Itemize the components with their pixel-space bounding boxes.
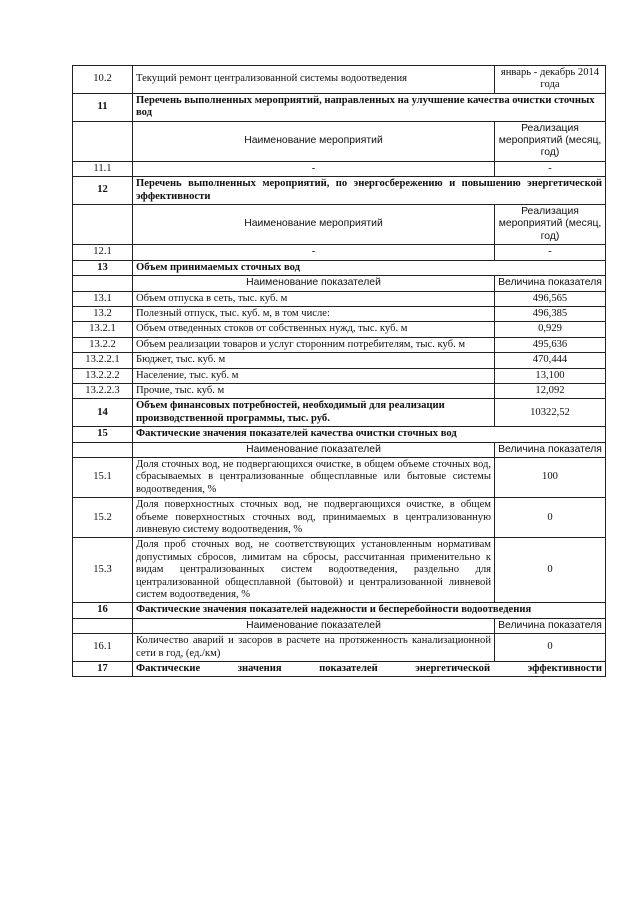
row-number: 15.1 (73, 457, 133, 497)
row-number: 15.2 (73, 498, 133, 538)
row-label: Объем отпуска в сеть, тыс. куб. м (133, 291, 495, 306)
row-number: 16 (73, 603, 133, 618)
row-label: Бюджет, тыс. куб. м (133, 353, 495, 368)
row-value: 495,636 (495, 337, 606, 352)
row-number: 13.2.2.3 (73, 383, 133, 398)
column-header-row (73, 121, 606, 161)
document-table (72, 65, 606, 677)
row-number: 13.2.2.2 (73, 368, 133, 383)
empty-cell (73, 276, 133, 291)
row-label: Количество аварий и засоров в расчете на протяженность канализационной сети в год, (ед./км) (133, 634, 495, 662)
column-header-value: Реализация мероприятий (месяц, год) (495, 205, 606, 245)
table-body (73, 66, 606, 677)
section-row (73, 603, 606, 618)
column-header-value: Величина показателя (495, 442, 606, 457)
row-value: 10322,52 (495, 399, 606, 427)
row-number: 11 (73, 93, 133, 121)
row-number: 12.1 (73, 245, 133, 260)
table-row (73, 337, 606, 352)
row-number: 10.2 (73, 66, 133, 94)
column-header-row (73, 442, 606, 457)
column-header-name: Наименование мероприятий (133, 121, 495, 161)
column-header-name: Наименование мероприятий (133, 205, 495, 245)
column-header-name: Наименование показателей (133, 276, 495, 291)
table-row (73, 538, 606, 603)
row-number: 13.2.2.1 (73, 353, 133, 368)
section-title: Фактические значения показателей энергетической эффективности (133, 662, 606, 677)
empty-cell (73, 121, 133, 161)
row-label: - (133, 161, 495, 176)
row-value: 470,444 (495, 353, 606, 368)
row-value: 13,100 (495, 368, 606, 383)
row-value: 496,385 (495, 306, 606, 321)
column-header-value: Реализация мероприятий (месяц, год) (495, 121, 606, 161)
row-label: Объем финансовых потребностей, необходимый для реализации производственной программы, тыс. руб. (133, 399, 495, 427)
table-row (73, 399, 606, 427)
empty-cell (73, 618, 133, 633)
row-number: 11.1 (73, 161, 133, 176)
row-value: 496,565 (495, 291, 606, 306)
row-number: 15 (73, 427, 133, 442)
table-row (73, 66, 606, 94)
table-row (73, 498, 606, 538)
section-title: Перечень выполненных мероприятий, направленных на улучшение качества очистки сточных вод (133, 93, 606, 121)
row-label: Доля поверхностных сточных вод, не подвергающихся очистке, в общем объеме поверхностных сточных вод, принимаемых в централизованную ливневую систему водоотведения, % (133, 498, 495, 538)
section-title: Перечень выполненных мероприятий, по энергосбережению и повышению энергетической эффективности (133, 177, 606, 205)
section-row (73, 93, 606, 121)
table-row (73, 291, 606, 306)
row-number: 12 (73, 177, 133, 205)
section-title: Фактические значения показателей надежности и бесперебойности водоотведения (133, 603, 606, 618)
column-header-value: Величина показателя (495, 276, 606, 291)
section-row (73, 177, 606, 205)
row-value: 0 (495, 634, 606, 662)
row-label: Объем реализации товаров и услуг сторонним потребителям, тыс. куб. м (133, 337, 495, 352)
row-label: Текущий ремонт централизованной системы водоотведения (133, 66, 495, 94)
row-label: Население, тыс. куб. м (133, 368, 495, 383)
column-header-value: Величина показателя (495, 618, 606, 633)
row-value: - (495, 245, 606, 260)
row-number: 15.3 (73, 538, 133, 603)
section-row (73, 662, 606, 677)
row-label: Доля проб сточных вод, не соответствующих установленным нормативам допустимых сбросов, лимитам на сбросы, рассчитанная применительно к видам централизованных систем водоотведения, раздельно для централизованной общесплавной (бытовой) и централизованной ливневой систем водоотведения, % (133, 538, 495, 603)
row-number: 13.1 (73, 291, 133, 306)
row-value: 0 (495, 538, 606, 603)
section-title: Фактические значения показателей качества очистки сточных вод (133, 427, 606, 442)
row-value: 0 (495, 498, 606, 538)
section-row (73, 260, 606, 275)
table-row (73, 245, 606, 260)
table-row (73, 383, 606, 398)
column-header-row (73, 205, 606, 245)
table-row (73, 161, 606, 176)
row-value: 12,092 (495, 383, 606, 398)
column-header-row (73, 618, 606, 633)
table-row (73, 306, 606, 321)
row-value: 0,929 (495, 322, 606, 337)
row-number: 13.2 (73, 306, 133, 321)
row-value: - (495, 161, 606, 176)
column-header-row (73, 276, 606, 291)
row-label: - (133, 245, 495, 260)
row-number: 17 (73, 662, 133, 677)
section-title: Объем принимаемых сточных вод (133, 260, 606, 275)
row-label: Объем отведенных стоков от собственных нужд, тыс. куб. м (133, 322, 495, 337)
row-value: 100 (495, 457, 606, 497)
row-number: 13.2.1 (73, 322, 133, 337)
row-label: Полезный отпуск, тыс. куб. м, в том числе: (133, 306, 495, 321)
row-value: январь - декабрь 2014 года (495, 66, 606, 94)
table-row (73, 457, 606, 497)
row-label: Доля сточных вод, не подвергающихся очистке, в общем объеме сточных вод, сбрасываемых в централизованные общесплавные или бытовые системы водоотведения, % (133, 457, 495, 497)
column-header-name: Наименование показателей (133, 442, 495, 457)
row-number: 14 (73, 399, 133, 427)
column-header-name: Наименование показателей (133, 618, 495, 633)
row-label: Прочие, тыс. куб. м (133, 383, 495, 398)
table-row (73, 353, 606, 368)
table-row (73, 634, 606, 662)
row-number: 16.1 (73, 634, 133, 662)
empty-cell (73, 442, 133, 457)
table-row (73, 322, 606, 337)
row-number: 13 (73, 260, 133, 275)
empty-cell (73, 205, 133, 245)
row-number: 13.2.2 (73, 337, 133, 352)
table-row (73, 368, 606, 383)
section-row (73, 427, 606, 442)
